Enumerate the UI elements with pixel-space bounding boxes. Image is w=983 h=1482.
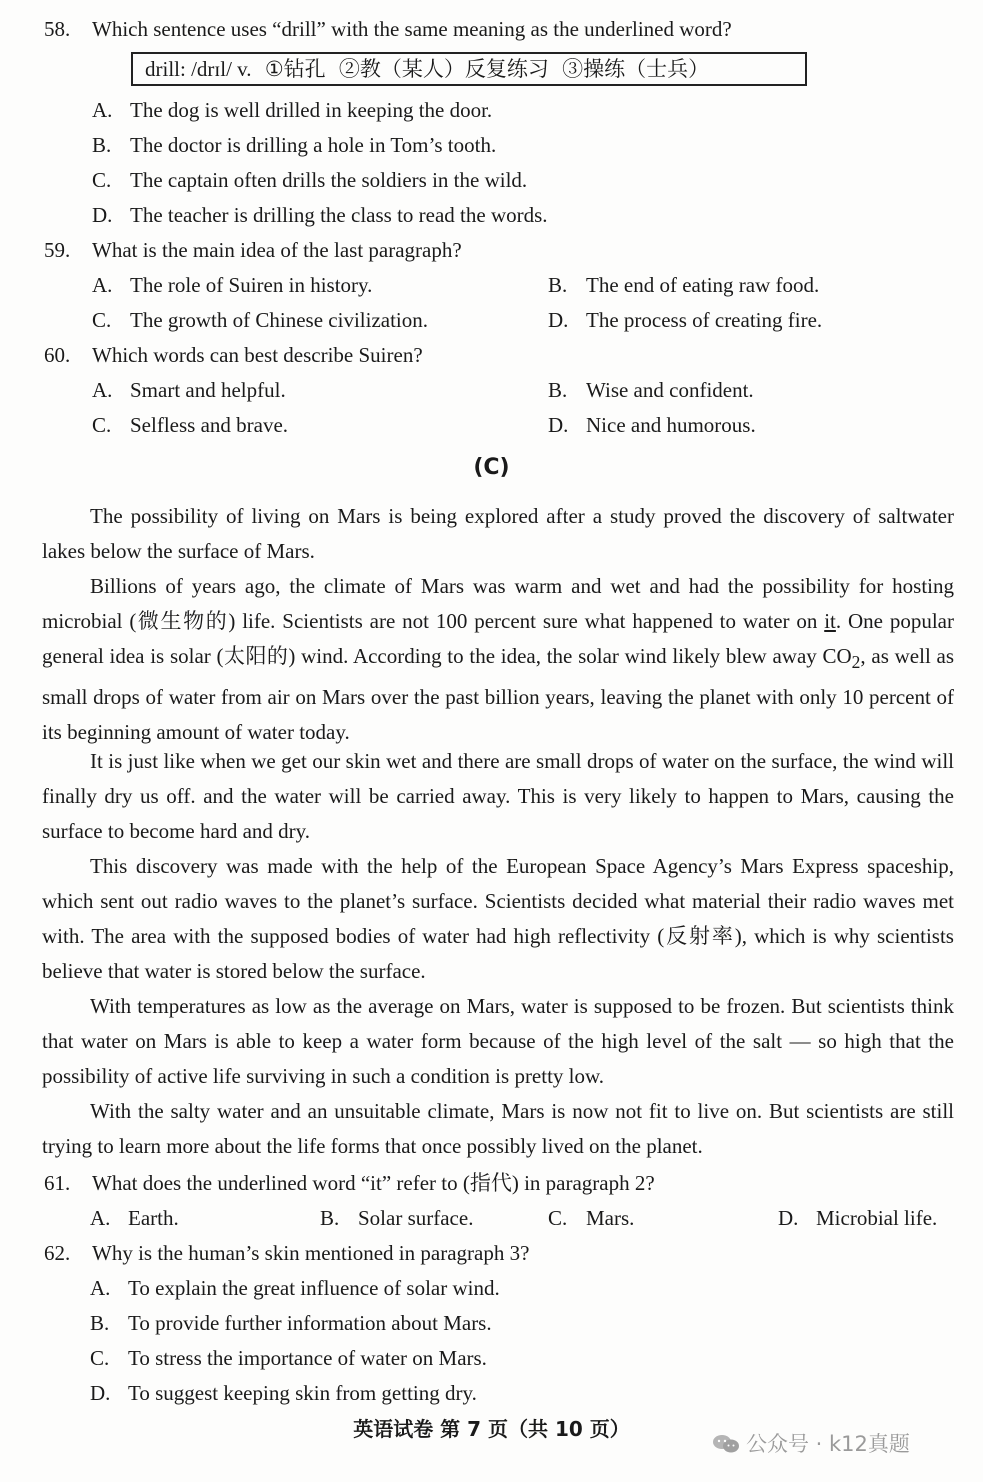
page-footer: 英语试卷 第 7 页（共 10 页） (353, 1417, 630, 1441)
option-text: The teacher is drilling the class to read the words. (130, 203, 548, 227)
option-60-b (548, 377, 754, 403)
option-62-d (90, 1380, 477, 1406)
passage-paragraph-5: With temperatures as low as the average on Mars, water is supposed to be frozen. But scientists think that water on Mars is able to keep a water form because of the high level of the salt — so high that the possibility of active life surviving in such a condition is pretty low. (42, 994, 954, 1088)
watermark (712, 1428, 910, 1458)
question-58 (44, 16, 732, 42)
definition-sense-1: ①钻孔 (264, 57, 326, 81)
option-text: The end of eating raw food. (586, 273, 820, 297)
option-58-c (92, 167, 527, 193)
option-58-b (92, 132, 496, 158)
option-61-c (548, 1205, 634, 1231)
option-59-c (92, 307, 428, 333)
option-text: The captain often drills the soldiers in the wild. (130, 168, 528, 192)
option-text: Smart and helpful. (130, 378, 286, 402)
question-number: 58. (44, 17, 71, 41)
option-text: The dog is well drilled in keeping the door. (130, 98, 493, 122)
option-text: To provide further information about Mars. (128, 1311, 492, 1335)
option-62-b (90, 1310, 492, 1336)
option-text: Nice and humorous. (586, 413, 756, 437)
definition-sense-2: ②教（某人）反复练习 (338, 57, 549, 81)
option-letter: A. (92, 378, 113, 402)
question-number: 62. (44, 1241, 71, 1265)
subscript: 2 (851, 652, 861, 673)
option-text: The doctor is drilling a hole in Tom’s tooth. (130, 133, 497, 157)
option-letter: A. (90, 1206, 111, 1230)
question-60 (44, 342, 423, 368)
passage-paragraph-4: This discovery was made with the help of the European Space Agency’s Mars Express spaceship, which sent out radio waves to the planet’s surface. Scientists decided what material their radio waves met with. The area with the supposed bodies of water had high reflectivity (反射率), which is why scientists believe that water is stored below the surface. (42, 854, 954, 983)
option-text: Selfless and brave. (130, 413, 289, 437)
option-letter: A. (92, 98, 113, 122)
option-letter: C. (548, 1206, 568, 1230)
question-text: What is the main idea of the last paragraph? (92, 238, 462, 262)
option-text: To explain the great influence of solar wind. (128, 1276, 500, 1300)
passage-paragraph-6: With the salty water and an unsuitable climate, Mars is now not fit to live on. But scientists are still trying to learn more about the life forms that once possibly lived on the planet. (42, 1099, 954, 1158)
option-61-a (90, 1205, 179, 1231)
paragraph-text: Billions of years ago, the climate of Mars was warm and wet and had the possibility for hosting microbial (微生物的) life. Scientists are not 100 percent sure what happened to water on (42, 574, 954, 633)
question-number: 61. (44, 1171, 71, 1195)
option-text: Wise and confident. (586, 378, 754, 402)
option-letter: D. (90, 1381, 111, 1405)
question-62 (44, 1240, 529, 1266)
option-letter: D. (778, 1206, 799, 1230)
option-letter: B. (90, 1311, 110, 1335)
option-letter: C. (92, 308, 112, 332)
option-59-a (92, 272, 372, 298)
option-62-c (90, 1345, 487, 1371)
question-text: Which sentence uses “drill” with the same meaning as the underlined word? (92, 17, 732, 41)
option-text: To stress the importance of water on Mars. (128, 1346, 487, 1370)
option-60-c (92, 412, 288, 438)
option-text: Solar surface. (358, 1206, 474, 1230)
option-text: To suggest keeping skin from getting dry. (128, 1381, 477, 1405)
option-text: The role of Suiren in history. (130, 273, 373, 297)
option-letter: D. (92, 203, 113, 227)
option-letter: B. (92, 133, 112, 157)
option-letter: C. (92, 168, 112, 192)
option-letter: A. (92, 273, 113, 297)
question-61 (44, 1170, 655, 1196)
question-number: 59. (44, 238, 71, 262)
question-number: 60. (44, 343, 71, 367)
option-letter: B. (320, 1206, 340, 1230)
underlined-word: it (824, 609, 836, 633)
section-title: (C) (473, 455, 510, 480)
option-62-a (90, 1275, 500, 1301)
wechat-icon (712, 1434, 740, 1454)
passage-paragraph-1: The possibility of living on Mars is being explored after a study proved the discovery of saltwater lakes below the surface of Mars. (42, 504, 954, 563)
question-text: Why is the human’s skin mentioned in paragraph 3? (92, 1241, 530, 1265)
option-59-b (548, 272, 819, 298)
option-letter: B. (548, 378, 568, 402)
definition-sense-3: ③操练（士兵） (562, 57, 710, 81)
option-text: Earth. (128, 1206, 179, 1230)
option-58-d (92, 202, 548, 228)
option-text: Microbial life. (816, 1206, 938, 1230)
option-letter: C. (90, 1346, 110, 1370)
watermark-text: 公众号 · k12真题 (746, 1432, 910, 1456)
option-letter: C. (92, 413, 112, 437)
option-letter: D. (548, 413, 569, 437)
option-letter: A. (90, 1276, 111, 1300)
passage-paragraph-3: It is just like when we get our skin wet and there are small drops of water on the surface, the wind will finally dry us off. and the water will be carried away. This is very likely to happen to Mars, causing the surface to become hard and dry. (42, 749, 954, 843)
option-text: Mars. (586, 1206, 635, 1230)
question-59 (44, 237, 462, 263)
option-letter: B. (548, 273, 568, 297)
option-text: The process of creating fire. (586, 308, 823, 332)
option-58-a (92, 97, 492, 123)
option-60-a (92, 377, 286, 403)
question-text: What does the underlined word “it” refer to (指代) in paragraph 2? (92, 1171, 655, 1195)
option-letter: D. (548, 308, 569, 332)
question-text: Which words can best describe Suiren? (92, 343, 423, 367)
option-59-d (548, 307, 822, 333)
option-text: The growth of Chinese civilization. (130, 308, 429, 332)
option-60-d (548, 412, 756, 438)
option-61-b (320, 1205, 473, 1231)
option-61-d (778, 1205, 937, 1231)
passage-paragraph-2 (42, 569, 954, 750)
paragraph-text: . One popular general idea is solar (太阳的) wind. According to the idea, the solar wind likely blew away CO (42, 609, 954, 668)
paragraph-text: , as well as small drops of water from air on Mars over the past billion years, leaving the planet with only 10 percent of its beginning amount of water today. (42, 644, 954, 745)
definition-box (131, 52, 807, 86)
definition-word: drill: /drɪl/ v. (145, 57, 252, 81)
